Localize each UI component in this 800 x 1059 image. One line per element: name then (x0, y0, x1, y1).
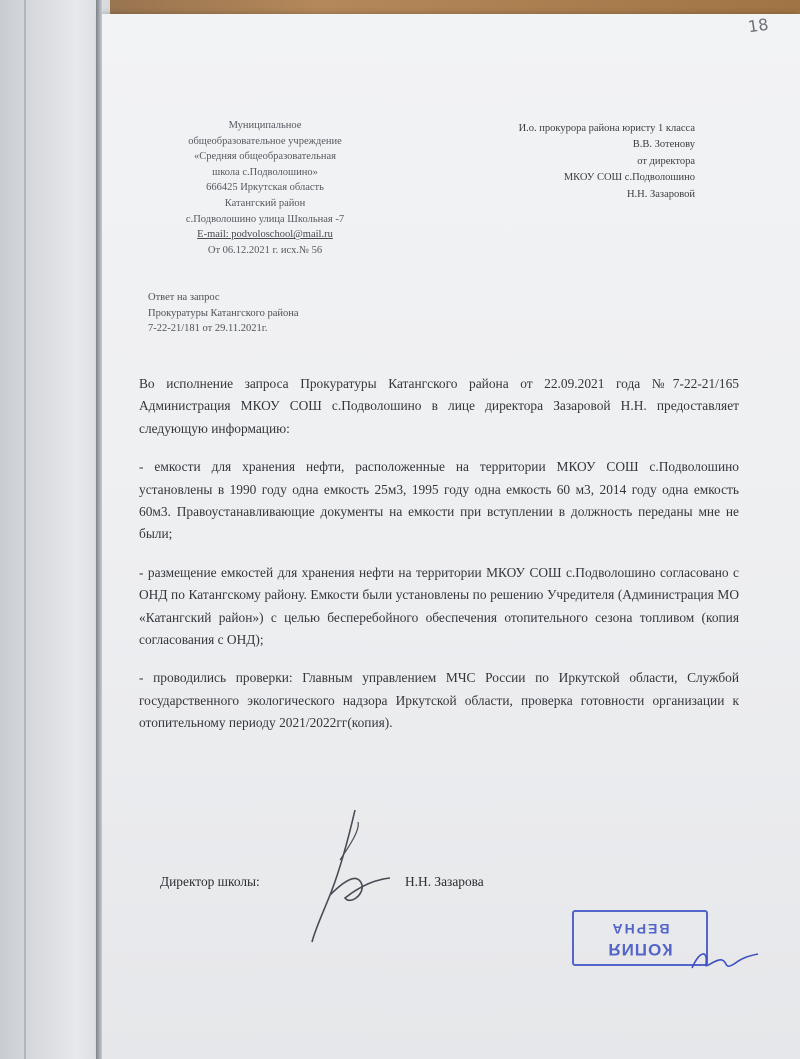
handwritten-page-number: 18 (746, 14, 770, 37)
letter-body (139, 373, 739, 751)
stamp-text: КОПИЯ (607, 940, 673, 959)
reply-reference-line: Ответ на запрос (148, 292, 220, 303)
letterhead-line: «Средняя общеобразовательная (193, 151, 337, 163)
binder-fold (96, 0, 102, 1059)
letterhead-line: Муниципальное (228, 120, 302, 131)
reply-reference-line: Прокуратуры Катангского района (148, 307, 299, 319)
sender-letterhead (140, 118, 390, 258)
body-paragraph: - емкости для хранения нефти, расположенные на территории МКОУ СОШ с.Подволошино установлены в 1990 году одна емкость 25м3, 1995 году одна емкость 60 м3, 2014 году одна емкость 60м3. Правоустанавливающие документы на емкости при вступлении в должность переданы мне не были; (139, 459, 739, 542)
letterhead-email[interactable]: E-mail: podvoloschool@mail.ru (197, 229, 333, 241)
signatory-title: Директор школы: (160, 874, 260, 889)
addressee-line: МКОУ СОШ с.Подволошино (563, 172, 695, 184)
body-paragraph: Во исполнение запроса Прокуратуры Катангского района от 22.09.2021 года №7-22-21/165 Администрация МКОУ СОШ с.Подволошино в лице директора Зазаровой Н.Н. предоставляет следующую информацию: (139, 376, 739, 436)
addressee-line: от директора (637, 155, 695, 167)
underlying-page-edge (24, 0, 26, 1059)
letterhead-line: с.Подволошино улица Школьная -7 (185, 213, 345, 225)
letterhead-line: Катангский район (224, 197, 306, 209)
copy-certified-stamp (572, 910, 708, 966)
signatory-name: Н.Н. Зазарова (405, 874, 484, 889)
stamp-initials (690, 940, 760, 976)
body-paragraph: - проводились проверки: Главным управлением МЧС России по Иркутской области, Службой государственного экологического надзора Иркутской области, проверка готовности организации к отопительному периоду 2021/2022гг(копия). (139, 670, 739, 731)
underlying-page (0, 0, 110, 1059)
letterhead-line: 666425 Иркутская область (206, 182, 324, 194)
letterhead-line: школа с.Подволошино» (212, 166, 318, 178)
letterhead-line: общеобразовательное учреждение (188, 135, 342, 147)
reply-reference-line: 7-22-21/181 от 29.11.2021г. (148, 323, 268, 334)
body-paragraph: - размещение емкостей для хранения нефти на территории МКОУ СОШ с.Подволошино согласовано с ОНД по Катангскому району. Емкости были установлены по решению Учредителя (Администрация МО «Катангский район») с целью бесперебойного обеспечения отопительного сезона топливом (копия согласования с ОНД); (139, 564, 739, 648)
addressee-block (440, 121, 695, 203)
addressee-line: И.о. прокурора района юристу 1 класса (518, 123, 695, 134)
outgoing-number: От 06.12.2021 г. исх.№ 56 (207, 244, 323, 256)
addressee-line: В.В. Зотенову (632, 139, 695, 151)
handwritten-signature (300, 800, 410, 950)
addressee-line: Н.Н. Зазаровой (626, 188, 695, 200)
stamp-text: ВЕРНА (610, 921, 670, 937)
reply-reference (148, 290, 408, 337)
